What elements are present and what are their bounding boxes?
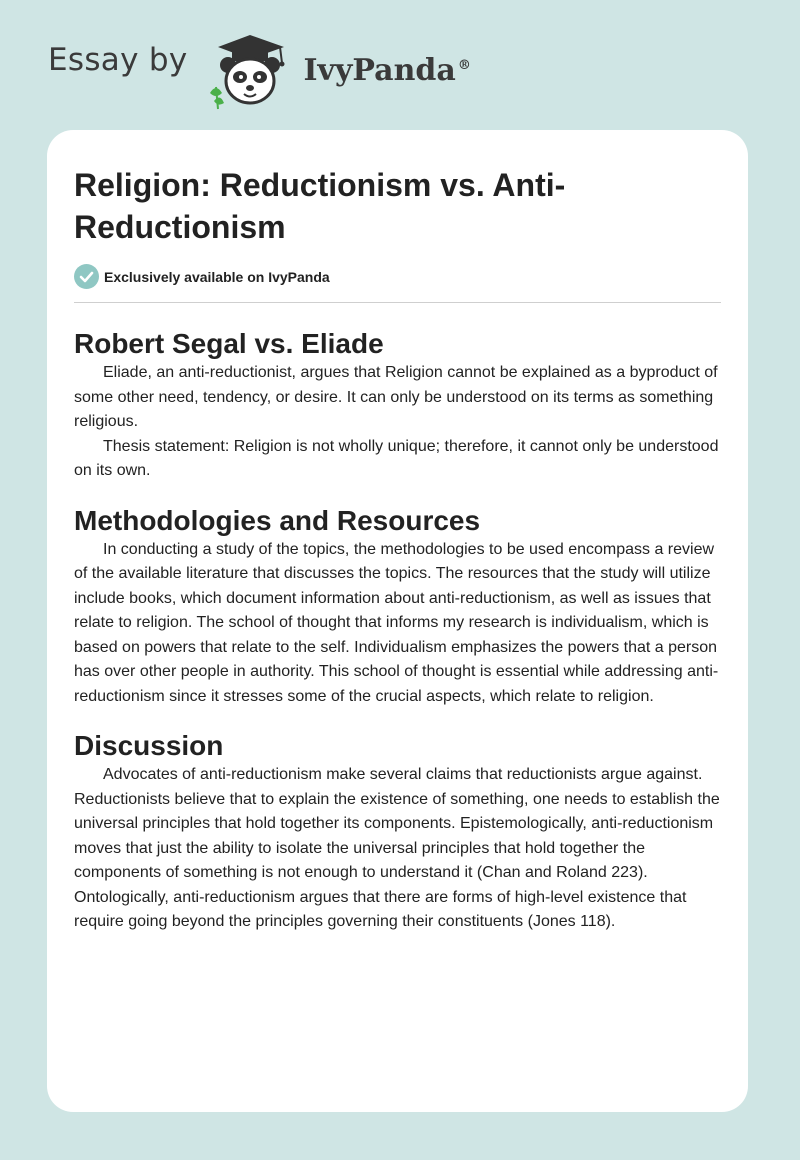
brand-name: IvyPanda ® xyxy=(303,52,471,88)
badge-text: Exclusively available on IvyPanda xyxy=(104,268,330,285)
paragraph: Thesis statement: Religion is not wholly unique; therefore, it cannot only be understood on its own. xyxy=(74,437,719,479)
panda-graduation-cap-logo-icon[interactable] xyxy=(202,29,298,111)
exclusive-badge xyxy=(74,264,721,289)
paragraph: In conducting a study of the topics, the methodologies to be used encompass a review of the available literature that discusses the topics. The resources that the study will utilize include books, which document information about anti-reductionism, as well as issues that relate to religion. The school of thought that informs my research is individualism, which is based on powers that relate to the self. Individualism emphasizes the powers that a person has over other people in authority. This school of thought is essential while addressing anti-reductionism since it stresses some of the crucial aspects, which relate to religion. xyxy=(74,540,719,705)
page-title: Religion: Reductionism vs. Anti-Reductionism xyxy=(74,167,566,245)
section-heading: Methodologies and Resources xyxy=(74,504,481,536)
paragraph: Advocates of anti-reductionism make several claims that reductionists argue against. Reductionists believe that to explain the existence of something, one needs to establish the universal principles that hold together its components. Epistemologically, anti-reductionism moves that just the ability to isolate the universal principles that hold together the components of something is not enough to understand it (Chan and Roland 223). Ontologically, anti-reductionism argues that there are forms of high-level existence that require going beyond the principles governing their constituents (Jones 118). xyxy=(74,766,720,930)
paragraph: Eliade, an anti-reductionist, argues that Religion cannot be explained as a byproduct of some other need, tendency, or desire. It can only be understood on its terms as something religious. xyxy=(74,364,718,430)
divider xyxy=(74,302,721,303)
section-heading: Discussion xyxy=(74,730,224,761)
brand-header xyxy=(48,30,471,110)
brand-prefix: Essay by xyxy=(48,42,188,78)
section-heading: Robert Segal vs. Eliade xyxy=(74,328,384,359)
check-circle-icon xyxy=(74,264,99,289)
essay-card xyxy=(47,130,748,1112)
